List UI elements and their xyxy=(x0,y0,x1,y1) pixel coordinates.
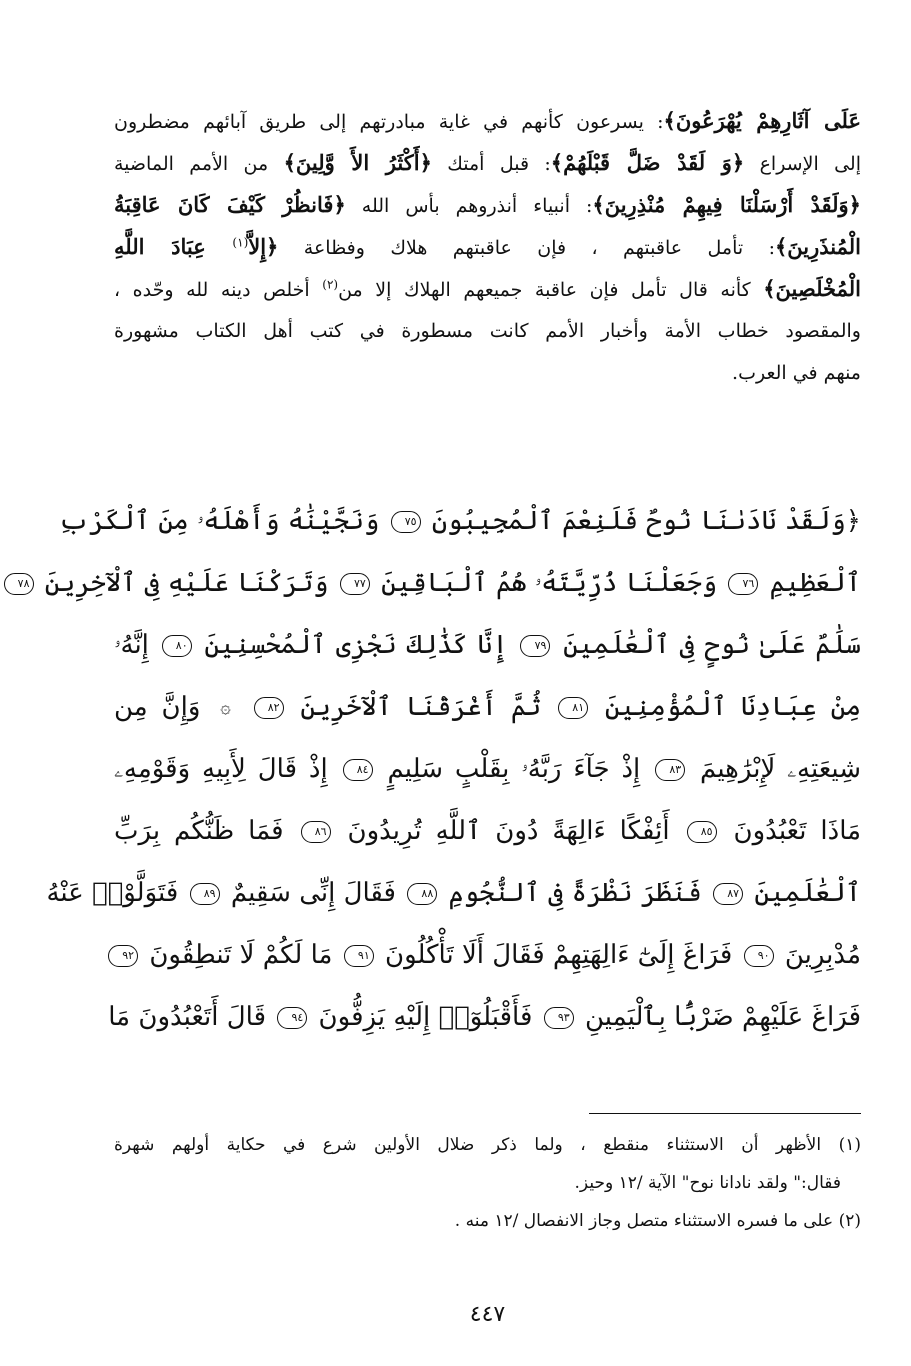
verse-line xyxy=(46,862,861,924)
commentary-text: : يسرعون كأنهم في غاية مبادرتهم إلى طريق آبائهم مضطرون xyxy=(114,111,664,133)
verse-text: مِنْ عِبَادِنَا ٱلْمُؤْمِنِينَ xyxy=(604,692,862,722)
commentary-line xyxy=(114,184,861,226)
verse-number-marker: ٨٨ xyxy=(407,883,437,905)
verse-text: فَنَظَرَ نَظْرَةً فِى ٱلنُّجُومِ xyxy=(448,878,702,908)
verse-line xyxy=(17,552,861,614)
commentary-line xyxy=(114,268,861,310)
verse-text: ﴿وَلَقَدْ نَادَىٰنَا نُوحٌ فَلَنِعْمَ ٱلْمُجِيبُونَ xyxy=(431,506,861,536)
quran-quote: ﴿فَانظُرْ كَيْفَ كَانَ عَاقِبَةُ xyxy=(114,192,346,217)
verse-text: فَرَاغَ إِلَىٰٓ ءَالِهَتِهِمْ فَقَالَ أَلَا تَأْكُلُونَ xyxy=(385,940,733,970)
verse-text: سَلَٰمٌ عَلَىٰ نُوحٍ فِى ٱلْعَٰلَمِينَ xyxy=(563,630,862,660)
verse-line xyxy=(58,490,861,552)
commentary-text: إلى الإسراع xyxy=(744,153,861,175)
verse-text: ٱلْعَظِيمِ xyxy=(769,568,861,598)
verse-number-marker: ٧٩ xyxy=(520,635,550,657)
commentary-text: أخلص دينه لله وحّده ، xyxy=(114,279,323,301)
verse-text: وَإِنَّ مِن xyxy=(114,692,201,722)
footnote-line: (٢) على ما فسره الاستثناء متصل وجاز الانفصال /١٢ منه . xyxy=(454,1211,861,1231)
verse-text: وَتَرَكْنَا عَلَيْهِ فِى ٱلْآخِرِينَ xyxy=(44,568,329,598)
verse-line xyxy=(114,676,861,738)
quran-quote: ﴿وَلَقَدْ أَرْسَلْنَا فِيهِمْ مُنْذِرِينَ﴾ xyxy=(592,192,861,217)
verse-text: فَقَالَ إِنِّى سَقِيمٌ xyxy=(230,878,396,908)
quran-quote: ﴿أَكْثَرُ الأَ وَّلِينَ﴾ xyxy=(283,150,432,175)
quran-quote: الْمُنذَرِينَ﴾ xyxy=(774,234,861,259)
commentary-text: والمقصود خطاب الأمة وأخبار الأمم كانت مسطورة في كتب أهل الكتاب مشهورة xyxy=(114,320,861,342)
verse-text: وَجَعَلْنَا ذُرِّيَّتَهُۥ هُمُ ٱلْبَاقِينَ xyxy=(381,568,718,598)
verse-text: إِنَّهُۥ xyxy=(114,630,149,660)
verse-text: أَئِفْكًا ءَالِهَةً دُونَ ٱللَّهِ تُرِيدُونَ xyxy=(347,816,670,846)
verse-text: شِيعَتِهِۦ لَإِبْرَٰهِيمَ xyxy=(700,754,861,784)
verse-text: وَنَجَّيْنَٰهُ وَأَهْلَهُۥ مِنَ ٱلْكَرْبِ xyxy=(58,506,380,536)
quran-quote: الْمُخْلَصِينَ﴾ xyxy=(763,276,861,301)
footnote-ref: (١) xyxy=(232,235,249,250)
verse-number-marker: ٧٦ xyxy=(728,573,758,595)
verse-number-marker: ٩٣ xyxy=(544,1007,574,1029)
footnote-ref: (٢) xyxy=(322,277,339,292)
quran-quote: ﴿إِلاَّ xyxy=(248,234,279,259)
verse-text: إِذْ جَآءَ رَبَّهُۥ بِقَلْبٍ سَلِيمٍ xyxy=(387,754,641,784)
verse-text: إِذْ قَالَ لِأَبِيهِ وَقَوْمِهِۦ xyxy=(114,754,328,784)
verse-line xyxy=(114,800,861,862)
footnote-line: فقال:" ولقد نادانا نوح" الآية /١٢ وحيز. xyxy=(574,1173,841,1193)
verse-number-marker: ٩٢ xyxy=(108,945,138,967)
verse-number-marker: ٨٤ xyxy=(343,759,373,781)
verse-number-marker: ٩٠ xyxy=(744,945,774,967)
verse-line xyxy=(114,614,861,676)
verse-number-marker: ٧٧ xyxy=(340,573,370,595)
verse-number-marker: ٩٤ xyxy=(277,1007,307,1029)
commentary-text: كأنه قال تأمل فإن عاقبة جميعهم الهلاك إلا من xyxy=(338,279,764,301)
verse-text: فَأَقْبَلُوٓا۟ إِلَيْهِ يَزِفُّونَ xyxy=(318,1002,533,1032)
footnote-separator xyxy=(589,1113,861,1114)
verse-number-marker: ٧٨ xyxy=(4,573,34,595)
book-page xyxy=(17,0,862,1366)
quran-quote: ﴿وَ لَقَدْ ضَلَّ قَبْلَهُمْ﴾ xyxy=(550,150,745,175)
verse-number-marker: ٨٧ xyxy=(713,883,743,905)
verse-number-marker: ٨٣ xyxy=(655,759,685,781)
verse-number-marker: ٧٥ xyxy=(391,511,421,533)
verse-text: فَمَا ظَنُّكُم بِرَبِّ xyxy=(114,816,284,846)
quran-quote: عَلَى آثَارِهِمْ يُهْرَعُونَ﴾ xyxy=(663,108,862,133)
verse-text: مُدْبِرِينَ xyxy=(784,940,861,970)
verse-text: مَاذَا تَعْبُدُونَ xyxy=(733,816,862,846)
commentary-line xyxy=(114,142,861,184)
page-number: ٤٤٧ xyxy=(469,1302,506,1327)
quran-quote: عِبَادَ اللَّهِ xyxy=(114,234,233,259)
commentary-line xyxy=(114,100,861,142)
verse-text: ثُمَّ أَغْرَقْنَا ٱلْآخَرِينَ xyxy=(300,692,542,722)
commentary-text: منهم في العرب. xyxy=(732,362,861,384)
footnotes xyxy=(114,1126,861,1240)
quran-verses-block xyxy=(17,490,862,1048)
verse-text: قَالَ أَتَعْبُدُونَ مَا xyxy=(108,1002,267,1032)
hizb-marker-icon: ۞ xyxy=(220,697,231,718)
commentary-text: : قبل أمتك xyxy=(431,153,551,175)
verse-text: ٱلْعَٰلَمِينَ xyxy=(754,878,861,908)
verse-text: فَرَاغَ عَلَيْهِمْ ضَرْبًۢا بِٱلْيَمِينِ xyxy=(584,1002,861,1032)
commentary-line xyxy=(114,226,861,268)
verse-number-marker: ٨٥ xyxy=(687,821,717,843)
verse-number-marker: ٨٩ xyxy=(190,883,220,905)
commentary-line xyxy=(114,352,861,394)
verse-line xyxy=(114,924,861,986)
verse-line xyxy=(108,986,861,1048)
commentary-line xyxy=(114,310,861,352)
verse-number-marker: ٨٢ xyxy=(254,697,284,719)
tafsir-commentary xyxy=(114,100,861,394)
verse-line xyxy=(114,738,861,800)
verse-number-marker: ٨٠ xyxy=(162,635,192,657)
commentary-text: : تأمل عاقبتهم ، فإن عاقبتهم هلاك وفظاعة xyxy=(278,237,775,259)
commentary-text: : أنبياء أنذروهم بأس الله xyxy=(345,195,593,217)
verse-text: فَتَوَلَّوْا۟ عَنْهُ xyxy=(46,878,179,908)
footnote-line: (١) الأظهر أن الاستثناء منقطع ، ولما ذكر ضلال الأولين شرع في حكاية أولهم شهرة xyxy=(114,1135,861,1155)
verse-number-marker: ٨١ xyxy=(558,697,588,719)
verse-number-marker: ٨٦ xyxy=(301,821,331,843)
verse-text: مَا لَكُمْ لَا تَنطِقُونَ xyxy=(149,940,333,970)
verse-number-marker: ٩١ xyxy=(344,945,374,967)
commentary-text: من الأمم الماضية xyxy=(114,153,284,175)
verse-text: إِنَّا كَذَٰلِكَ نَجْزِى ٱلْمُحْسِنِينَ xyxy=(204,630,508,660)
